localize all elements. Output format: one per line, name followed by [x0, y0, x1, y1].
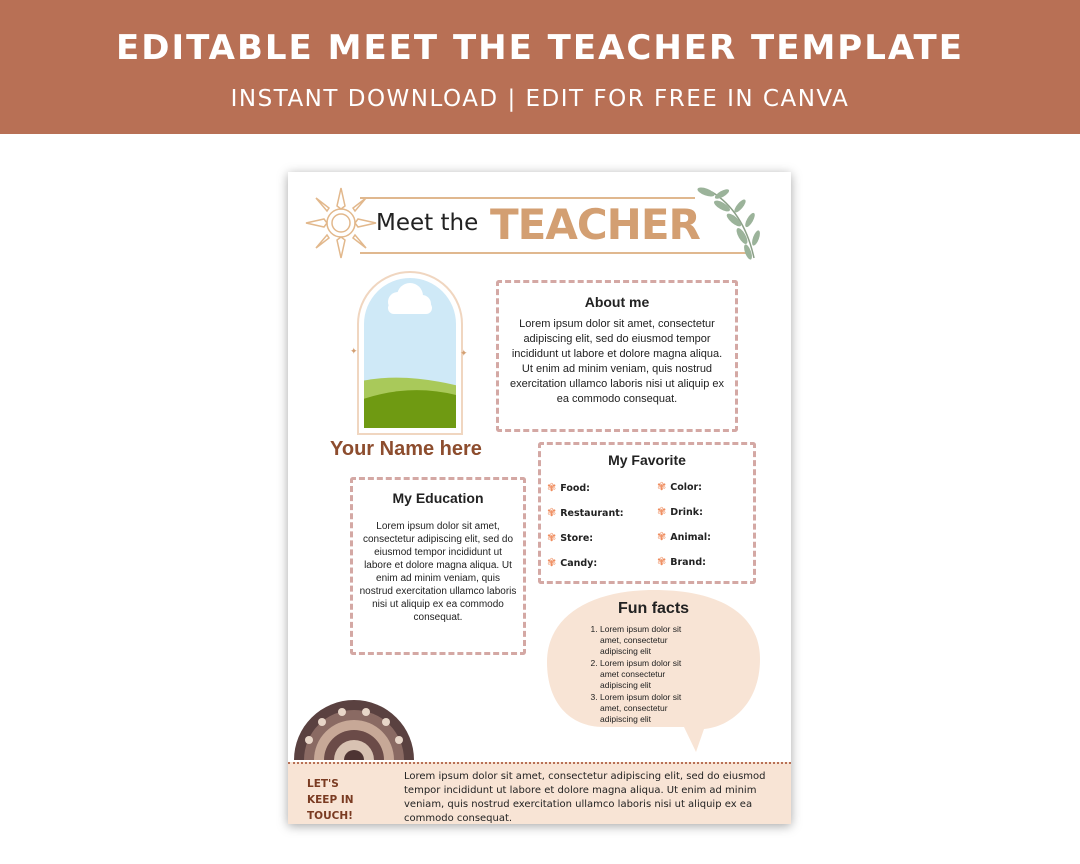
- favorite-item: ✾ Store:: [547, 531, 594, 544]
- title-line-top: [360, 197, 695, 199]
- favorite-box: [538, 442, 756, 584]
- fun-fact-item: 1. Lorem ipsum dolor sit amet, consectetur adipiscing elit: [600, 624, 701, 657]
- lets-keep-in-touch: LET'S KEEP IN TOUCH!: [307, 778, 354, 822]
- flower-star-icon: ✾: [547, 481, 557, 494]
- about-me-title: About me: [584, 294, 650, 310]
- svg-text:✦: ✦: [350, 346, 358, 356]
- flower-star-icon: ✾: [657, 530, 667, 543]
- favorite-item: ✾ Animal:: [657, 530, 711, 543]
- fun-facts-list: [546, 624, 761, 725]
- favorite-title: My Favorite: [608, 452, 686, 468]
- flower-star-icon: ✾: [547, 506, 557, 519]
- header-banner: [0, 0, 1080, 134]
- education-text: Lorem ipsum dolor sit amet, consectetur adipiscing elit, sed do eiusmod tempor incididunt ut labore et dolore magna aliqua. Ut enim ad minim veniam, quis nostrud exercitation ullamco laboris nisi ut aliquip ex ea commodo consequat.: [359, 521, 517, 623]
- footer-contact-strip: [288, 762, 791, 824]
- flower-star-icon: ✾: [657, 505, 667, 518]
- fun-facts-title: Fun facts: [617, 600, 690, 617]
- sun-icon: [302, 184, 380, 262]
- about-me-box: [496, 280, 738, 432]
- education-box: [350, 477, 526, 655]
- your-name: Your Name here: [330, 438, 482, 460]
- fun-facts-bubble: [546, 590, 761, 730]
- favorite-item: ✾ Restaurant:: [547, 506, 624, 519]
- mandala-icon: [294, 694, 414, 760]
- title-teacher: TEACHER: [490, 200, 700, 249]
- flower-star-icon: ✾: [547, 531, 557, 544]
- favorite-item: ✾ Drink:: [657, 505, 703, 518]
- flower-star-icon: ✾: [547, 556, 557, 569]
- footer-text: Lorem ipsum dolor sit amet, consectetur adipiscing elit, sed do eiusmod tempor incididunt ut labore et dolore magna aliqua. Ut enim ad minim veniam, quis nostrud exercitation ullamco laboris nisi ut aliquip ex ea commodo consequat.: [404, 771, 766, 824]
- favorite-item: ✾ Food:: [547, 481, 590, 494]
- flower-star-icon: ✾: [657, 480, 667, 493]
- favorite-left-column: [547, 481, 624, 581]
- favorite-item: ✾ Candy:: [547, 556, 598, 569]
- template-sheet: [288, 172, 791, 824]
- favorite-right-column: [657, 480, 711, 580]
- svg-text:✦: ✦: [460, 348, 468, 358]
- flower-star-icon: ✾: [657, 555, 667, 568]
- favorite-item: ✾ Color:: [657, 480, 702, 493]
- arch-window-image: [350, 264, 470, 440]
- fun-fact-item: 2. Lorem ipsum dolor sit amet consectetur adipiscing elit: [600, 658, 701, 691]
- title-meet-the: Meet the: [376, 210, 479, 236]
- about-me-text: Lorem ipsum dolor sit amet, consectetur adipiscing elit, sed do eiusmod tempor incididunt ut labore et dolore magna aliqua. Ut enim ad minim veniam, quis nostrud exercitation ullamco laboris nisi ut aliquip ex ea commodo consequat.: [510, 318, 724, 405]
- banner-subtitle: INSTANT DOWNLOAD | EDIT FOR FREE IN CANVA: [230, 86, 850, 112]
- leaf-branch-icon: [692, 184, 764, 262]
- banner-title: EDITABLE MEET THE TEACHER TEMPLATE: [116, 28, 964, 68]
- fun-fact-item: 3. Lorem ipsum dolor sit amet, consectetur adipiscing elit: [600, 692, 701, 725]
- education-title: My Education: [392, 490, 484, 506]
- favorite-item: ✾ Brand:: [657, 555, 706, 568]
